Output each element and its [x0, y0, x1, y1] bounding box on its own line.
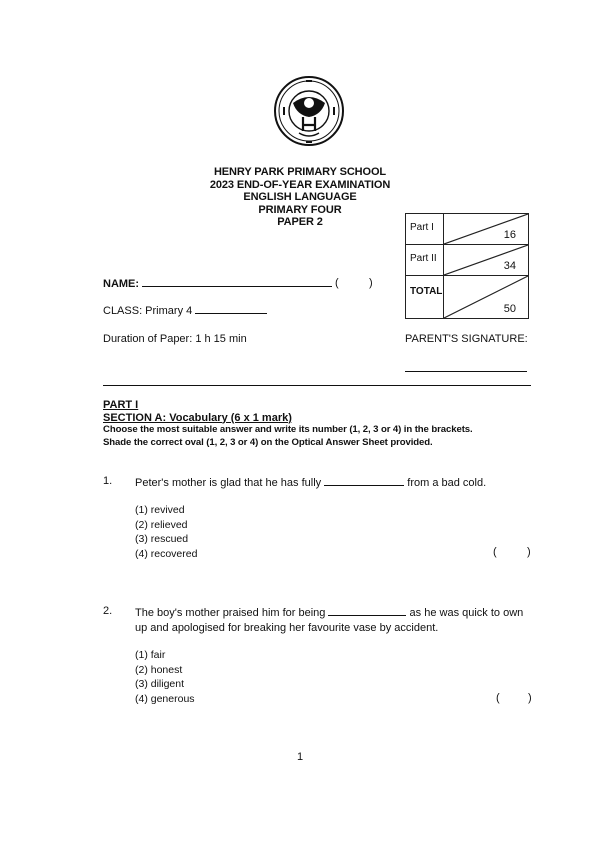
- answer-blank: [324, 475, 404, 486]
- marks-score-cell: [443, 245, 528, 276]
- subject-title: ENGLISH LANGUAGE: [243, 191, 357, 204]
- option: (1) fair: [135, 649, 166, 661]
- section-heading: [103, 399, 292, 424]
- answer-bracket-close: ): [528, 692, 532, 704]
- question-options: [135, 648, 195, 706]
- page-number: 1: [296, 751, 304, 763]
- marks-row-part-2: [406, 245, 529, 276]
- marks-row-total: [406, 276, 529, 319]
- option: (3) diligent: [135, 678, 185, 691]
- marks-score-cell: [443, 214, 528, 245]
- answer-bracket-open: (: [493, 546, 497, 558]
- register-number-open: (: [335, 277, 339, 289]
- marks-row-part-1: [406, 214, 529, 245]
- marks-max: 16: [503, 229, 516, 241]
- option: (1) revived: [135, 504, 185, 516]
- option: (3) rescued: [135, 533, 189, 546]
- class-input-line[interactable]: [195, 304, 267, 314]
- marks-label: Part II: [406, 245, 444, 276]
- marks-score-cell: [443, 276, 528, 319]
- exam-title: 2023 END-OF-YEAR EXAMINATION: [209, 178, 391, 191]
- part-title: PART I: [103, 399, 139, 411]
- question-number: 2.: [103, 605, 113, 617]
- marks-label: Part I: [406, 214, 444, 245]
- question-text-line2: up and apologised for breaking her favourite vase by accident.: [135, 622, 439, 634]
- class-label: CLASS: Primary 4: [103, 305, 193, 317]
- school-crest-logo: [273, 73, 345, 153]
- question-text-after: as he was quick to own: [409, 607, 524, 619]
- answer-bracket-close: ): [527, 546, 531, 558]
- duration-text: Duration of Paper: 1 h 15 min: [103, 333, 247, 345]
- question-options: [135, 503, 197, 561]
- marks-label: TOTAL: [406, 276, 444, 319]
- option: (4) generous: [135, 692, 195, 705]
- answer-blank: [328, 605, 406, 616]
- name-label: NAME:: [103, 278, 140, 290]
- marks-max: 34: [503, 260, 516, 272]
- name-field: [103, 277, 332, 290]
- option: (2) honest: [135, 663, 183, 676]
- marks-max: 50: [503, 303, 516, 315]
- question-text-before: The boy's mother praised him for being: [135, 607, 326, 619]
- name-input-line[interactable]: [142, 277, 332, 287]
- school-name: HENRY PARK PRIMARY SCHOOL: [213, 166, 387, 178]
- option: (4) recovered: [135, 547, 198, 560]
- option: (2) relieved: [135, 518, 188, 531]
- question-text: [135, 605, 523, 636]
- answer-bracket-open: (: [496, 692, 500, 704]
- question-text-after: from a bad cold.: [407, 477, 487, 489]
- instruction-line: Shade the correct oval (1, 2, 3 or 4) on the Optical Answer Sheet provided.: [103, 436, 433, 448]
- register-number-close: ): [369, 277, 373, 289]
- question-number: 1.: [103, 475, 113, 487]
- question-text: [135, 475, 486, 491]
- section-instructions: [103, 424, 543, 449]
- marks-table: [405, 213, 529, 319]
- question-text-before: Peter's mother is glad that he has fully: [135, 477, 322, 489]
- section-title: SECTION A: Vocabulary (6 x 1 mark): [103, 411, 292, 424]
- parent-signature-line[interactable]: [405, 371, 527, 372]
- level-title: PRIMARY FOUR: [258, 203, 342, 216]
- instruction-line: Choose the most suitable answer and write its number (1, 2, 3 or 4) in the brackets.: [103, 424, 473, 435]
- class-field: [103, 304, 267, 317]
- paper-title: PAPER 2: [277, 216, 323, 229]
- header-divider: [103, 385, 531, 386]
- parent-signature-label: PARENT'S SIGNATURE:: [405, 333, 528, 345]
